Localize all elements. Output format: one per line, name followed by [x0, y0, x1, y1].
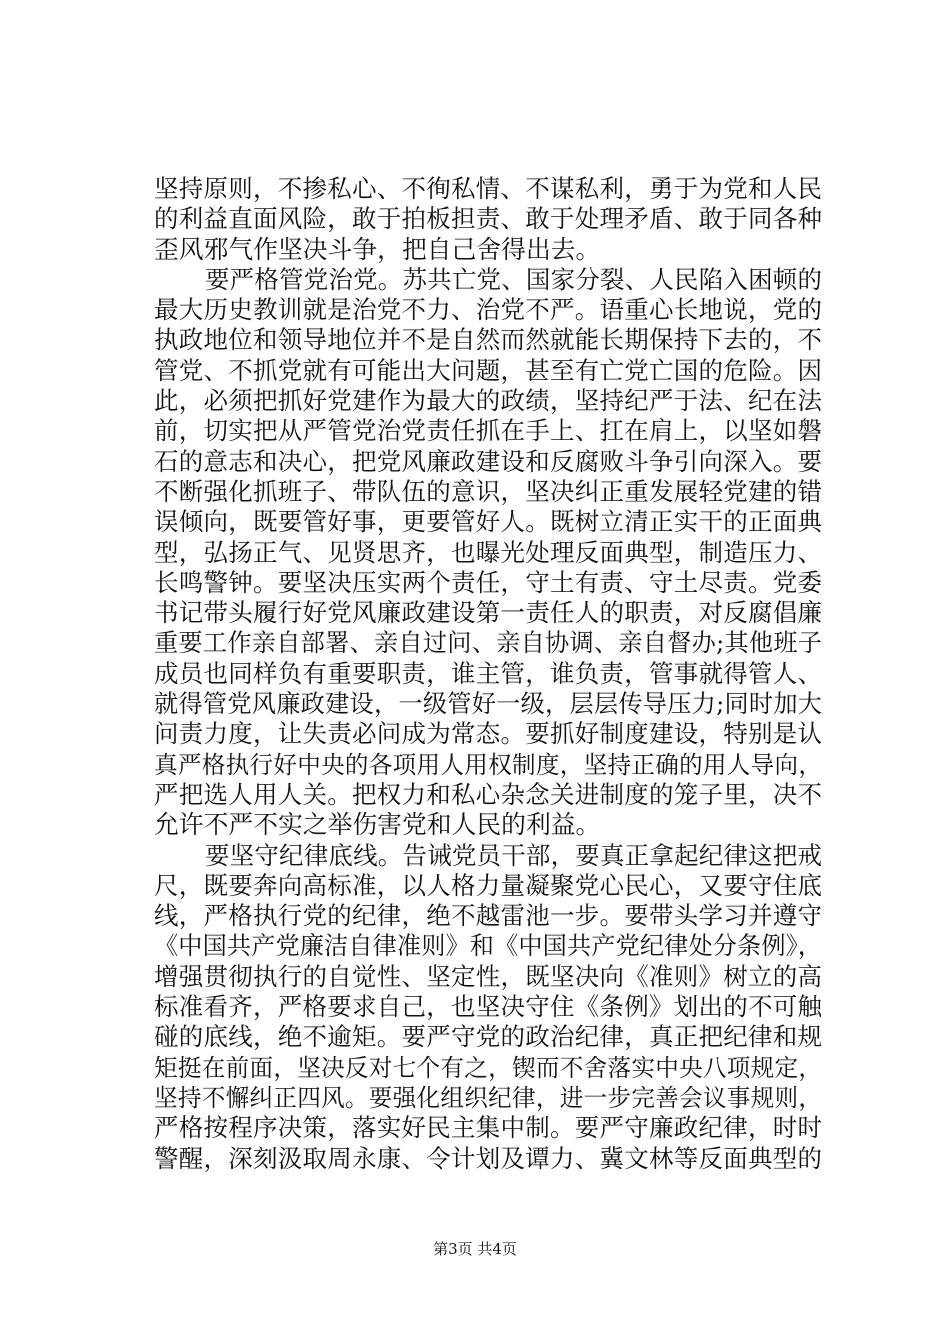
text-line: 误倾向，既要管好事，更要管好人。既树立清正实干的正面典 [154, 507, 822, 537]
text-line: 问责力度，让失责必问成为常态。要抓好制度建设，特别是认 [154, 719, 822, 749]
page-number-label: 第3页 共4页 [433, 1240, 517, 1258]
text-line: 碰的底线，绝不逾矩。要严守党的政治纪律，真正把纪律和规 [154, 1022, 822, 1052]
paragraph-2 [154, 265, 822, 841]
text-line: 标准看齐，严格要求自己，也坚决守住《条例》划出的不可触 [154, 992, 822, 1022]
paragraph-3 [154, 841, 822, 1174]
text-line: 要坚守纪律底线。告诫党员干部，要真正拿起纪律这把戒 [205, 840, 822, 870]
text-line: 的利益直面风险，敢于拍板担责、敢于处理矛盾、敢于同各种 [154, 204, 822, 234]
text-line: 严格按程序决策，落实好民主集中制。要严守廉政纪律，时时 [154, 1113, 822, 1143]
page-footer [0, 1239, 950, 1259]
text-line: 最大历史教训就是治党不力、治党不严。语重心长地说，党的 [154, 295, 822, 325]
text-line: 重要工作亲自部署、亲自过问、亲自协调、亲自督办;其他班子 [154, 629, 822, 658]
text-line: 《中国共产党廉洁自律准则》和《中国共产党纪律处分条例》， [154, 932, 822, 961]
text-line: 严把选人用人关。把权力和私心杂念关进制度的笼子里，决不 [154, 779, 822, 809]
paragraph-1 [154, 174, 822, 265]
text-line: 型，弘扬正气、见贤思齐，也曝光处理反面典型，制造压力、 [154, 537, 822, 567]
text-line: 长鸣警钟。要坚决压实两个责任，守土有责、守土尽责。党委 [154, 567, 822, 597]
text-line: 警醒，深刻汲取周永康、令计划及谭力、冀文林等反面典型的 [154, 1143, 822, 1173]
text-line: 此，必须把抓好党建作为最大的政绩，坚持纪严于法、纪在法 [154, 386, 822, 416]
text-line: 成员也同样负有重要职责，谁主管，谁负责，管事就得管人、 [154, 658, 822, 688]
text-line: 坚持不懈纠正四风。要强化组织纪律，进一步完善会议事规则， [154, 1083, 822, 1112]
text-line: 书记带头履行好党风廉政建设第一责任人的职责，对反腐倡廉 [154, 598, 822, 628]
text-line: 歪风邪气作坚决斗争，把自己舍得出去。 [154, 234, 601, 264]
text-line: 真严格执行好中央的各项用人用权制度，坚持正确的用人导向， [154, 750, 822, 779]
text-line: 尺，既要奔向高标准，以人格力量凝聚党心民心，又要守住底 [154, 870, 822, 900]
text-line: 执政地位和领导地位并不是自然而然就能长期保持下去的，不 [154, 325, 822, 355]
text-line: 矩挺在前面，坚决反对七个有之，锲而不舍落实中央八项规定， [154, 1053, 822, 1082]
text-line: 前，切实把从严管党治党责任抓在手上、扛在肩上，以坚如磐 [154, 416, 822, 446]
text-line: 管党、不抓党就有可能出大问题，甚至有亡党亡国的危险。因 [154, 355, 822, 385]
text-line: 线，严格执行党的纪律，绝不越雷池一步。要带头学习并遵守 [154, 901, 822, 931]
text-line: 增强贯彻执行的自觉性、坚定性，既坚决向《准则》树立的高 [154, 961, 822, 991]
text-line: 要严格管党治党。苏共亡党、国家分裂、人民陷入困顿的 [205, 264, 822, 294]
text-line: 就得管党风廉政建设，一级管好一级，层层传导压力;同时加大 [154, 690, 822, 719]
document-body [154, 174, 822, 1174]
text-line: 允许不严不实之举伤害党和人民的利益。 [154, 810, 601, 840]
text-line: 不断强化抓班子、带队伍的意识，坚决纠正重发展轻党建的错 [154, 476, 822, 506]
text-line: 坚持原则，不掺私心、不徇私情、不谋私利，勇于为党和人民 [154, 174, 822, 203]
text-line: 石的意志和决心，把党风廉政建设和反腐败斗争引向深入。要 [154, 446, 822, 476]
